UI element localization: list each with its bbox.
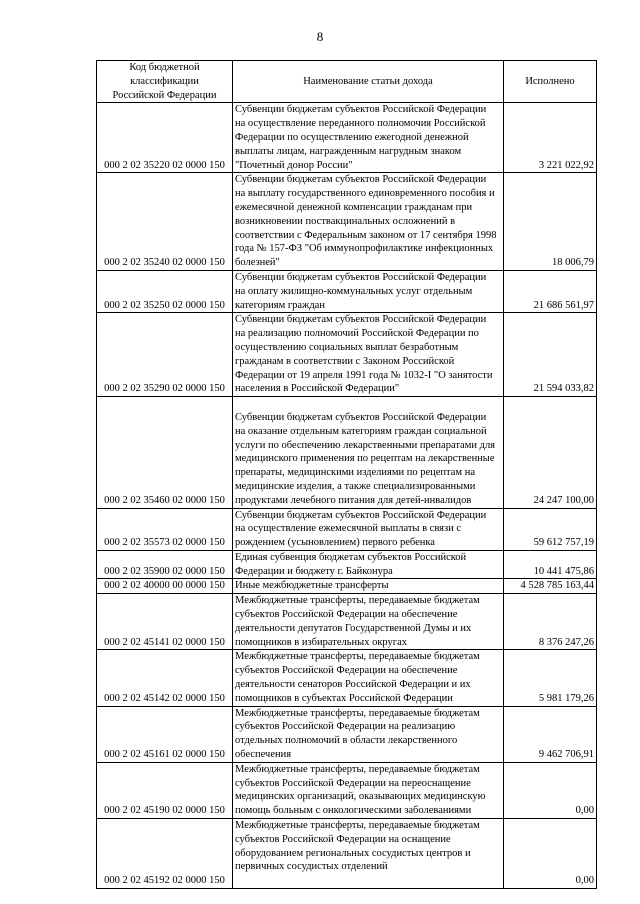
table-row [97,397,597,508]
table-header-row [97,61,597,103]
table-row [97,819,597,889]
row-name-line: соответствии с Федеральным законом от 17 сентября 1998 [235,229,497,241]
row-name-line: препараты, медицинскими изделиями по рецептам на [235,467,475,479]
row-name-line: продуктами лечебного питания для детей-инвалидов [235,494,472,506]
budget-table [96,60,597,889]
row-name [233,706,504,762]
row-name [233,103,504,173]
row-code: 000 2 02 35290 02 0000 150 [97,313,233,397]
row-code: 000 2 02 35240 02 0000 150 [97,173,233,271]
row-amount: 4 528 785 163,44 [504,579,597,594]
row-amount: 3 221 022,92 [504,103,597,173]
row-name-line: на оплату жилищно-коммунальных услуг отдельным [235,285,473,297]
row-code: 000 2 02 35250 02 0000 150 [97,270,233,312]
row-name-line: гражданам в соответствии с Законом Российской [235,355,455,367]
row-name-line: помощь больным с онкологическими заболеваниями [235,805,472,817]
row-name-line: Иные межбюджетные трансферты [235,580,389,592]
row-name-line: оборудованием региональных сосудистых центров и [235,847,471,859]
row-code: 000 2 02 35573 02 0000 150 [97,508,233,550]
row-name-line: Субвенции бюджетам субъектов Российской Федерации [235,411,487,423]
row-code: 000 2 02 40000 00 0000 150 [97,579,233,594]
row-name-line: на осуществление переданного полномочия Российской [235,118,486,130]
row-name-line: Межбюджетные трансферты, передаваемые бюджетам [235,651,480,663]
row-amount: 9 462 706,91 [504,706,597,762]
row-name-line: субъектов Российской Федерации на переоснащение [235,777,471,789]
header-code-line: Код бюджетной [129,62,200,73]
row-code: 000 2 02 35460 02 0000 150 [97,397,233,508]
row-amount: 10 441 475,86 [504,550,597,579]
row-name-line: категориям граждан [235,299,325,311]
row-name-line: Федерации и бюджету г. Байконура [235,565,393,577]
row-name-line: медицинского применения по рецептам на лекарственные [235,453,495,465]
row-name [233,819,504,889]
row-name-line: рождением (усыновлением) первого ребенка [235,537,435,549]
row-name-line: субъектов Российской Федерации на обеспечение [235,665,458,677]
row-name [233,650,504,706]
row-name-line [235,397,501,411]
table-row [97,550,597,579]
row-name [233,313,504,397]
row-amount: 0,00 [504,762,597,818]
row-name-line: Субвенции бюджетам субъектов Российской Федерации [235,509,487,521]
row-amount: 24 247 100,00 [504,397,597,508]
row-name-line: медицинские изделия, а также специализированными [235,480,476,492]
row-name-line: первичных сосудистых отделений [235,861,388,873]
table-row [97,650,597,706]
row-name-line: помощников в субъектах Российской Федерации [235,692,453,704]
row-name [233,762,504,818]
row-code: 000 2 02 35220 02 0000 150 [97,103,233,173]
row-name-line: Единая субвенция бюджетам субъектов Российской [235,551,467,563]
row-code: 000 2 02 45142 02 0000 150 [97,650,233,706]
header-amount: Исполнено [504,61,597,103]
row-amount: 5 981 179,26 [504,650,597,706]
row-code: 000 2 02 45161 02 0000 150 [97,706,233,762]
row-amount: 0,00 [504,819,597,889]
header-code-line: классификации [130,75,199,87]
row-code: 000 2 02 35900 02 0000 150 [97,550,233,579]
row-name-line: Субвенции бюджетам субъектов Российской Федерации [235,104,487,116]
table-row [97,313,597,397]
row-name-line: деятельности сенаторов Российской Федерации и их [235,679,471,691]
row-amount: 21 686 561,97 [504,270,597,312]
row-name-line: Субвенции бюджетам субъектов Российской Федерации [235,314,487,326]
row-name-line [235,874,501,888]
row-name [233,579,504,594]
table-row [97,508,597,550]
row-name-line: Федерации от 19 апреля 1991 года № 1032-I "О занятости [235,369,493,381]
row-name [233,550,504,579]
row-name-line: Межбюджетные трансферты, передаваемые бюджетам [235,820,480,832]
table-row [97,270,597,312]
row-name-line: деятельности депутатов Государственной Думы и их [235,622,472,634]
table-row [97,173,597,271]
row-code: 000 2 02 45192 02 0000 150 [97,819,233,889]
row-name-line: болезней" [235,257,280,269]
row-name-line: Межбюджетные трансферты, передаваемые бюджетам [235,595,480,607]
row-name-line: населения в Российской Федерации" [235,383,400,395]
row-name-line: медицинских организаций, оказывающих медицинскую [235,791,486,803]
row-name-line: Субвенции бюджетам субъектов Российской Федерации [235,174,487,186]
row-name [233,594,504,650]
row-name-line: на выплату государственного единовременного пособия и [235,188,495,200]
row-name-line: на осуществление ежемесячной выплаты в связи с [235,523,462,535]
row-amount: 59 612 757,19 [504,508,597,550]
row-name-line: возникновении поствакцинальных осложнений в [235,215,456,227]
row-amount: 21 594 033,82 [504,313,597,397]
row-amount: 18 006,79 [504,173,597,271]
row-name-line: субъектов Российской Федерации на обеспечение [235,609,458,621]
row-name-line: осуществлению социальных выплат безработным [235,341,459,353]
row-name-line: выплаты лицам, награжденным нагрудным знаком [235,145,462,157]
row-name-line: субъектов Российской Федерации на оснащение [235,833,451,845]
header-code-line: Российской Федерации [112,89,217,101]
row-name-line: отдельных полномочий в области лекарственного [235,735,458,747]
row-name-line: ежемесячной денежной компенсации гражданам при [235,201,473,213]
row-name-line: Межбюджетные трансферты, передаваемые бюджетам [235,707,480,719]
table-row [97,103,597,173]
header-code [97,61,233,103]
row-name [233,173,504,271]
row-name-line: помощников в избирательных округах [235,636,407,648]
table-row [97,762,597,818]
row-name-line: Федерации по осуществлению ежегодной денежной [235,131,469,143]
row-name [233,270,504,312]
row-code: 000 2 02 45190 02 0000 150 [97,762,233,818]
row-name-line: субъектов Российской Федерации на реализацию [235,721,456,733]
row-name [233,508,504,550]
table-row [97,706,597,762]
row-name-line: на реализацию полномочий Российской Федерации по [235,328,479,340]
row-name-line: на оказание отдельным категориям граждан социальной [235,425,487,437]
table-row [97,594,597,650]
row-name-line: "Почетный донор России" [235,159,353,171]
page-number: 8 [316,29,324,44]
row-name [233,397,504,508]
header-name: Наименование статьи дохода [233,61,504,103]
row-name-line: Субвенции бюджетам субъектов Российской Федерации [235,271,487,283]
row-name-line: года № 157-ФЗ "Об иммунопрофилактике инфекционных [235,243,494,255]
row-name-line: Межбюджетные трансферты, передаваемые бюджетам [235,763,480,775]
table-row [97,579,597,594]
row-code: 000 2 02 45141 02 0000 150 [97,594,233,650]
row-name-line: услуги по обеспечению лекарственными препаратами для [235,439,496,451]
row-amount: 8 376 247,26 [504,594,597,650]
table-body [97,103,597,889]
row-name-line: обеспечения [235,749,292,761]
